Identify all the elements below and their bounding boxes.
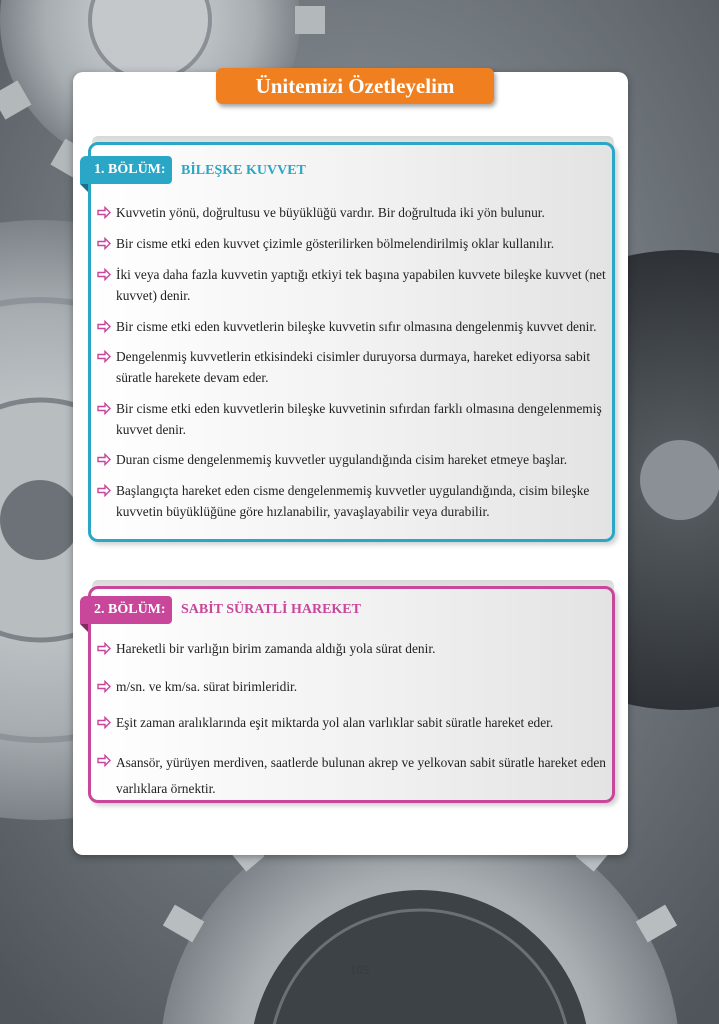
section1-label-fold [80,184,88,192]
arrow-right-icon [96,346,112,367]
arrow-right-icon [96,750,112,771]
list-item: Hareketli bir varlığın birim zamanda aldığı yola sürat denir. [96,638,606,659]
arrow-right-icon [96,638,112,659]
arrow-right-icon [96,233,112,254]
list-item: Bir cisme etki eden kuvvetlerin bileşke kuvvetinin sıfırdan farklı olmasına dengelenmemiş kuvvet denir. [96,398,606,440]
arrow-right-icon [96,264,112,285]
list-item: m/sn. ve km/sa. sürat birimleridir. [96,676,606,697]
section2-title: SABİT SÜRATLİ HAREKET [181,602,361,617]
list-item: Eşit zaman aralıklarında eşit miktarda yol alan varlıklar sabit süratle hareket eder. [96,712,606,733]
arrow-right-icon [96,398,112,419]
list-item: Başlangıçta hareket eden cisme dengelenmemiş kuvvetler uygulandığında, cisim bileşke kuvvetin büyüklüğüne göre hızlanabilir, yavaşlayabilir veya durabilir. [96,480,606,522]
section2-label-fold [80,624,88,632]
page-number: 105 [349,962,370,977]
list-item: Kuvvetin yönü, doğrultusu ve büyüklüğü vardır. Bir doğrultuda iki yön bulunur. [96,202,606,223]
list-item: Bir cisme etki eden kuvvet çizimle gösterilirken bölmelendirilmiş oklar kullanılır. [96,233,606,254]
section1-label: 1. BÖLÜM: [80,156,172,184]
arrow-right-icon [96,449,112,470]
arrow-right-icon [96,676,112,697]
list-item: Dengelenmiş kuvvetlerin etkisindeki cisimler duruyorsa durmaya, hareket ediyorsa sabit süratle harekete devam eder. [96,346,606,388]
arrow-right-icon [96,712,112,733]
list-item: Duran cisme dengelenmemiş kuvvetler uygulandığında cisim hareket etmeye başlar. [96,449,606,470]
page-title: Ünitemizi Özetleyelim [216,68,494,104]
list-item: İki veya daha fazla kuvvetin yaptığı etkiyi tek başına yapabilen kuvvete bileşke kuvvet (net kuvvet) denir. [96,264,606,306]
arrow-right-icon [96,202,112,223]
section2-label: 2. BÖLÜM: [80,596,172,624]
list-item: Asansör, yürüyen merdiven, saatlerde bulunan akrep ve yelkovan sabit süratle hareket eden varlıklara örnektir. [96,750,606,802]
arrow-right-icon [96,316,112,337]
list-item: Bir cisme etki eden kuvvetlerin bileşke kuvvetin sıfır olmasına dengelenmiş kuvvet denir. [96,316,606,337]
arrow-right-icon [96,480,112,501]
section1-title: BİLEŞKE KUVVET [181,163,306,178]
